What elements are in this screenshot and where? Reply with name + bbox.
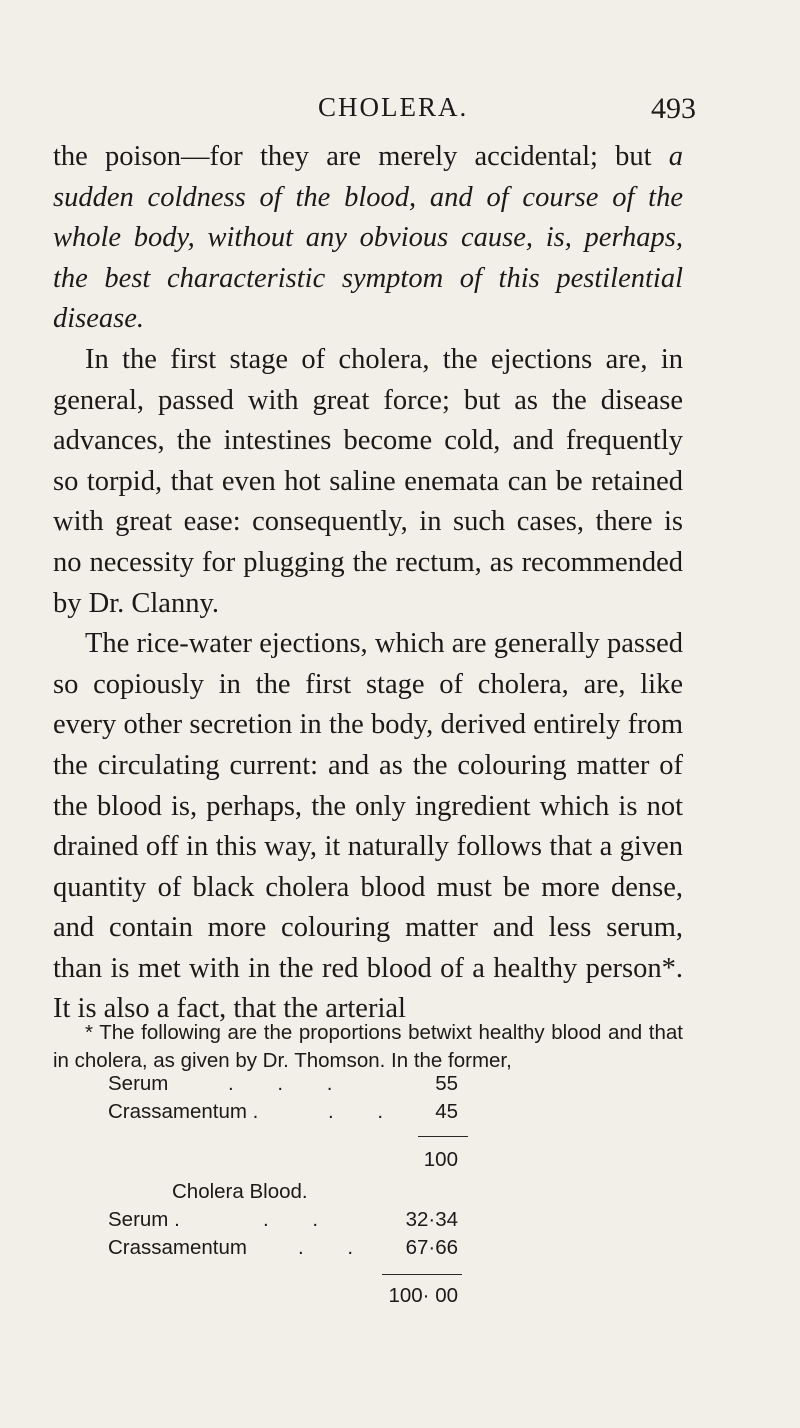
page-header: [0, 92, 800, 132]
total-value: 100· 00: [388, 1284, 458, 1307]
table-row: [108, 1100, 458, 1128]
running-head: CHOLERA.: [318, 92, 469, 122]
table-row: [108, 1072, 458, 1100]
row-label: Serum: [108, 1072, 169, 1095]
paragraph-text: the poison—for they are merely accidental; but: [53, 141, 669, 172]
leader-dots: . . .: [228, 1072, 352, 1095]
sum-rule: [382, 1274, 462, 1275]
healthy-blood-table: [108, 1072, 458, 1192]
table-total: [108, 1284, 458, 1312]
row-value: 55: [435, 1072, 458, 1095]
row-label: Crassamentum .: [108, 1100, 259, 1123]
row-label: Serum .: [108, 1208, 180, 1231]
row-value: 45: [435, 1100, 458, 1123]
body-text: [53, 137, 683, 1030]
table-row: [108, 1236, 458, 1264]
cholera-blood-heading: Cholera Blood.: [172, 1180, 308, 1203]
paragraph: The rice-water ejections, which are generally passed so copiously in the first stage of cholera, are, like every other secretion in the body, derived entirely from the circulating current: and as the colouring matter of the blood is, perhaps, the only ingredient which is not drained off in this way, it naturally follows that a given quantity of black cholera blood must be more dense, and contain more colouring matter and less serum, than is met with in the red blood of a healthy person*. It is also a fact, that the arterial: [53, 628, 683, 1025]
row-value: 32·34: [405, 1208, 458, 1231]
table-row: [108, 1208, 458, 1236]
leader-dots: . .: [298, 1236, 373, 1259]
row-label: Crassamentum: [108, 1236, 247, 1259]
paragraph: In the first stage of cholera, the ejections are, in general, passed with great force; but as the disease advances, the intestines become cold, and frequently so torpid, that even hot saline enemata can be retained with great ease: consequently, in such cases, there is no necessity for plugging the rectum, as recommended by Dr. Clanny.: [53, 343, 683, 619]
table-total: [108, 1148, 458, 1176]
leader-dots: . .: [328, 1100, 403, 1123]
page-number: 493: [651, 92, 696, 125]
sum-rule: [418, 1136, 468, 1137]
total-value: 100: [423, 1148, 458, 1171]
italic-text: a sudden coldness of the blood, and of course of the whole body, without any obvious cause, is, perhaps, the best characteristic symptom of this pestilential disease.: [53, 141, 683, 335]
footnote: [53, 1019, 683, 1075]
cholera-blood-table: [108, 1208, 458, 1328]
paragraph-continued: [53, 137, 683, 340]
row-value: 67·66: [405, 1236, 458, 1259]
leader-dots: . .: [263, 1208, 338, 1231]
footnote-text: * The following are the proportions betwixt healthy blood and that in cholera, as given by Dr. Thomson. In the former,: [53, 1021, 683, 1072]
